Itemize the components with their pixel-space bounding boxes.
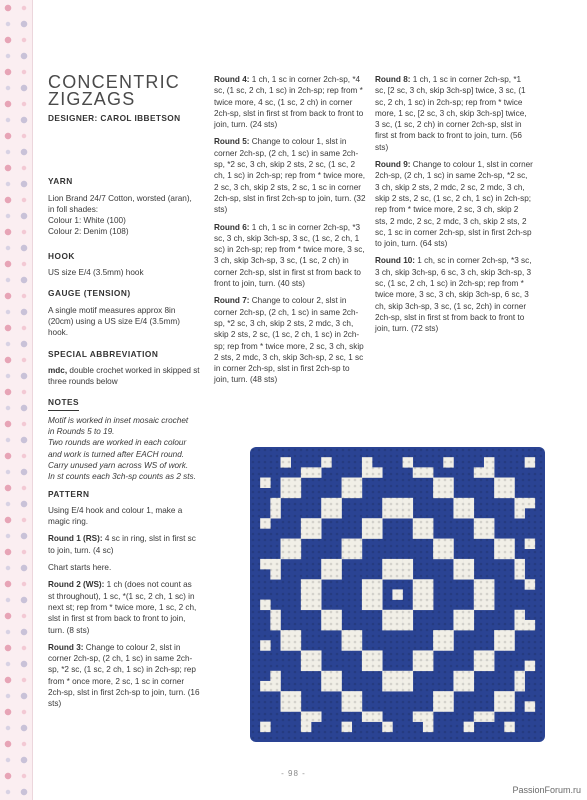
site-watermark: PassionForum.ru (512, 785, 581, 795)
round-label: Round 4: (214, 75, 250, 84)
round-6 (214, 222, 366, 290)
abbreviation-definition: double crochet worked in skipped st three rounds below (48, 365, 200, 387)
yarn-details (48, 193, 200, 238)
page-number: - 98 - (281, 769, 306, 778)
yarn-line: in foll shades: (48, 204, 99, 214)
hook-heading: HOOK (48, 250, 75, 261)
round-text: 1 ch, 1 sc in corner 2ch-sp, *3 sc, 3 ch, skip 3ch-sp, 3 sc, (1 sc, 2 ch, 1 sc) in 2ch-sp; rep from * twice more, 3 sc, 3 ch, skip 3ch-sp, 3 sc, (1 sc, 2 ch) in corner 2ch-sp, slst in first st from back to front to join, turn. (40 sts) (214, 222, 365, 289)
round-label: Round 7: (214, 296, 250, 306)
column-left (48, 74, 200, 716)
note-line: In st counts each 3ch-sp counts as 2 sts. (48, 472, 196, 482)
gauge-text: A single motif measures approx 8in (20cm) using a US size E/4 (3.5mm) hook. (48, 305, 180, 338)
round-text: 1 ch (does not count as st throughout), 1 sc, *(1 sc, 2 ch, 1 sc) in next st; rep from * twice more, 1 sc, 2 ch, slst in first st from back to front to join, turn. (8 sts) (48, 580, 197, 635)
round-2 (48, 579, 200, 635)
round-7 (214, 295, 366, 385)
pattern-heading: PATTERN (48, 488, 90, 499)
note-line: Carry unused yarn across WS of work. (48, 460, 189, 470)
page-title (48, 74, 200, 108)
abbreviation-text (48, 365, 200, 388)
round-9 (375, 159, 533, 249)
round-text: 1 ch, sc in corner 2ch-sp, *3 sc, 3 ch, skip 3ch-sp, 6 sc, 3 ch, skip 3ch-sp, 3 sc, (1 sc, 2 ch, 1 sc) in 2ch-sp; rep from * twice more, 3 sc, 3 ch, skip 3ch-sp, 6 sc, 3 ch, skip 3ch-sp, 3 sc, (1 sc, 2ch) in corner 2ch-sp, slst in first st from back to front to join, turn. (72 sts) (375, 256, 532, 334)
pattern-intro: Using E/4 hook and colour 1, make a magic ring. (48, 505, 183, 527)
round-label: Round 3: (48, 642, 84, 652)
title-line-1: CONCENTRIC (48, 72, 180, 92)
hook-text: US size E/4 (3.5mm) hook (48, 268, 144, 278)
round-label: Round 9: (375, 160, 411, 170)
column-middle (214, 74, 366, 392)
notes-text (48, 415, 200, 483)
round-10 (375, 255, 533, 334)
notes-heading: NOTES (48, 397, 79, 410)
abbreviation-heading: SPECIAL ABBREVIATION (48, 348, 159, 359)
round-label: Round 10: (375, 256, 416, 266)
note-line: Two rounds are worked in each colour (48, 438, 187, 448)
column-right (375, 74, 533, 341)
crochet-swatch-photo (250, 447, 545, 742)
title-line-2: ZIGZAGS (48, 89, 136, 109)
decorative-border (0, 0, 32, 800)
border-divider (32, 0, 33, 800)
round-8 (375, 74, 533, 153)
round-label: Round 1 (RS): (48, 534, 103, 544)
round-label: Round 2 (WS): (48, 580, 105, 590)
round-label: Round 8: (375, 75, 411, 84)
round-3 (48, 642, 200, 710)
designer-credit: DESIGNER: CAROL IBBETSON (48, 113, 181, 123)
yarn-heading: YARN (48, 176, 73, 187)
note-line: and work is turned after EACH round. (48, 449, 185, 459)
round-4 (214, 74, 366, 130)
yarn-line: Colour 1: White (100) (48, 216, 126, 226)
round-text: Change to colour 2, slst in corner 2ch-sp, (2 ch, 1 sc) in same 2ch-sp, *2 sc, 3 ch, skip 2 sts, 2 mdc, 3 ch, skip 2 sts, 2 sc, (1 sc, 2 ch, 1 sc) in 2ch-sp; rep from * twice more, 2 sc, 3 ch, skip 2 sts, 2 mdc, 3 ch, skip 3ch-sp, 2 sc, 1 sc in corner 2ch-sp, slst in first 2ch-sp to join, turn. (48 sts) (214, 296, 364, 385)
abbreviation-term: mdc, (48, 365, 68, 375)
round-text: 4 sc in ring, slst in first sc to join, turn. (4 sc) (48, 534, 196, 555)
note-line: Motif is worked in inset mosaic crochet (48, 415, 189, 425)
round-text: Change to colour 1, slst in corner 2ch-sp, (2 ch, 1 sc) in same 2ch-sp, *2 sc, 3 ch, skip 2 sts, 2 sc, (1 sc, 2 ch, 1 sc) in 2ch-sp; rep from * twice more, 2 sc, 3 ch, skip 2 sts, 2 sc, 1 sc in corner 2ch-sp, slst in first 2ch-sp to join, turn. (32 sts) (214, 137, 366, 215)
round-label: Round 6: (214, 222, 250, 232)
yarn-line: Colour 2: Denim (108) (48, 227, 129, 237)
round-1 (48, 533, 200, 556)
yarn-line: Lion Brand 24/7 Cotton, worsted (aran), (48, 193, 192, 203)
chart-note: Chart starts here. (48, 563, 112, 573)
round-text: 1 ch, 1 sc in corner 2ch-sp, *4 sc, (1 sc, 2 ch, 1 sc) in 2ch-sp; rep from * twice more, 4 sc, (1 sc, 2 ch) in corner 2ch-sp, slst in first st from back to front to join, turn. (24 sts) (214, 75, 364, 130)
mosaic-motif-image (250, 447, 545, 742)
round-text: Change to colour 2, slst in corner 2ch-sp, (2 ch, 1 sc) in same 2ch-sp, *2 sc, (1 sc, 2 ch, 1 sc) in 2ch-sp; rep from * once more, 2 sc, 1 sc in corner 2ch-sp, slst in first 2ch-sp to join, turn. (16 sts) (48, 642, 200, 709)
note-line: in Rounds 5 to 19. (48, 427, 115, 437)
round-5 (214, 136, 366, 215)
round-text: 1 ch, 1 sc in corner 2ch-sp, *1 sc, [2 sc, 3 ch, skip 3ch-sp] twice, 3 sc, (1 sc, 2 ch, 1 sc) in 2ch-sp; rep from * twice more, 1 sc, [2 sc, 3 ch, skip 3ch-sp] twice, 3 sc, (1 sc, 2 ch) in corner 2ch-sp, slst in first st from back to front to join, turn. (56 sts) (375, 75, 527, 152)
round-text: Change to colour 1, slst in corner 2ch-sp, (2 ch, 1 sc) in same 2ch-sp, *2 sc, 3 ch, skip 2 sts, 2 mdc, 2 sc, 2 mdc, 3 ch, skip 2 sts, 2 sc, (1 sc, 2 ch, 1 sc) in 2ch-sp; rep from * twice more, 2 sc, 3 ch, skip 2 sts, 2 mdc, 2 sc, 2 mdc, 3 ch, skip 2 sts, 2 sc, 1 sc in corner 2ch-sp, slst in first 2ch-sp to join, turn. (64 sts) (375, 160, 533, 249)
round-label: Round 5: (214, 137, 250, 147)
gauge-heading: GAUGE (TENSION) (48, 288, 131, 299)
